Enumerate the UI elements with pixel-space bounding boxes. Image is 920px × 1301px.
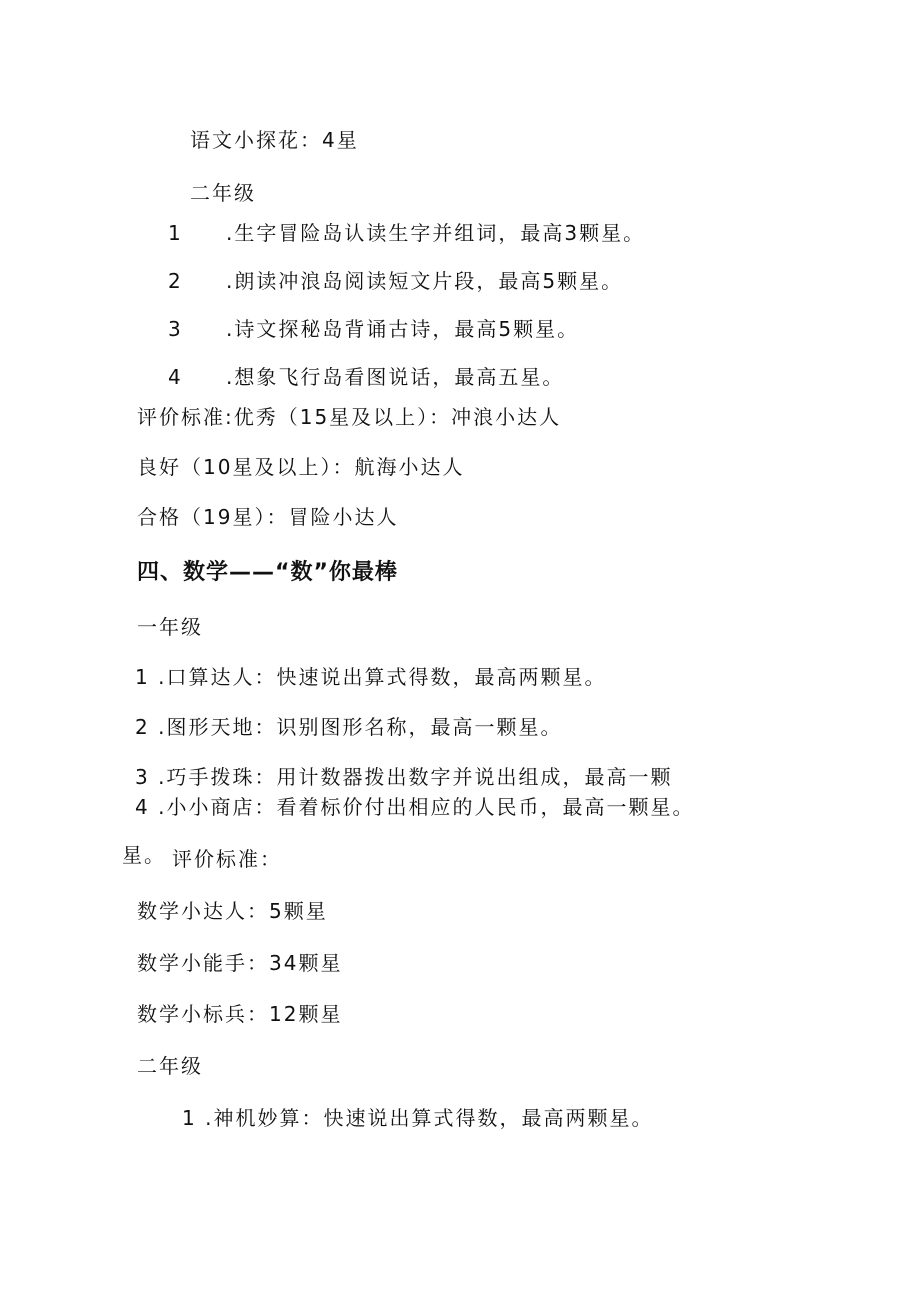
- list-item-number: 2: [168, 269, 183, 293]
- list-item-number: 2: [135, 715, 150, 739]
- list-item-number: 1: [182, 1106, 197, 1130]
- list-item-text: .口算达人：快速说出算式得数，最高两颗星。: [158, 665, 607, 689]
- list-item: [168, 220, 645, 246]
- list-item: [168, 364, 564, 390]
- list-item-text: .生字冒险岛认读生字并组词，最高3颗星。: [226, 221, 646, 245]
- list-item: [135, 664, 606, 690]
- criteria-good: 良好（10星及以上）：航海小达人: [137, 455, 465, 479]
- list-item: [168, 316, 579, 342]
- list-item-text: .图形天地：识别图形名称，最高一颗星。: [158, 715, 563, 739]
- chinese-rating-line: 语文小探花：4星: [190, 128, 359, 152]
- list-item-number: 3: [135, 765, 150, 789]
- list-item: [135, 714, 562, 740]
- list-item-number: 3: [168, 317, 183, 341]
- criteria-excellent: 评价标准:优秀（15星及以上）：冲浪小达人: [137, 405, 562, 429]
- list-item-text: .想象飞行岛看图说话，最高五星。: [226, 365, 565, 389]
- list-item-number: 4: [135, 795, 150, 819]
- math-rating-line: 数学小达人：5颗星: [137, 899, 328, 923]
- list-item-number: 1: [168, 221, 183, 245]
- list-item: [168, 268, 623, 294]
- math-criteria-label: 评价标准：: [172, 847, 282, 871]
- math-grade-one-title: 一年级: [137, 615, 203, 639]
- chinese-grade-two-title: 二年级: [190, 181, 256, 205]
- list-item-number: 4: [168, 365, 183, 389]
- list-item: [135, 764, 672, 790]
- list-item-text: .神机妙算：快速说出算式得数，最高两颗星。: [205, 1106, 654, 1130]
- list-item-text: .小小商店：看着标价付出相应的人民币，最高一颗星。: [158, 795, 695, 819]
- list-item-number: 1: [135, 665, 150, 689]
- math-rating-line: 数学小能手：34颗星: [137, 951, 343, 975]
- list-item: [135, 794, 694, 820]
- math-grade-two-title: 二年级: [137, 1054, 203, 1078]
- math-rating-line: 数学小标兵：12颗星: [137, 1002, 343, 1026]
- wrapped-text-tail: 星。: [122, 843, 166, 867]
- list-item: [182, 1105, 653, 1131]
- criteria-pass: 合格（19星）：冒险小达人: [137, 505, 399, 529]
- list-item-text: .巧手拨珠：用计数器拨出数字并说出组成，最高一颗: [158, 765, 673, 789]
- list-item-text: .诗文探秘岛背诵古诗，最高5颗星。: [226, 317, 580, 341]
- list-item-text: .朗读冲浪岛阅读短文片段，最高5颗星。: [226, 269, 624, 293]
- math-section-heading: 四、数学——“数”你最棒: [137, 560, 398, 585]
